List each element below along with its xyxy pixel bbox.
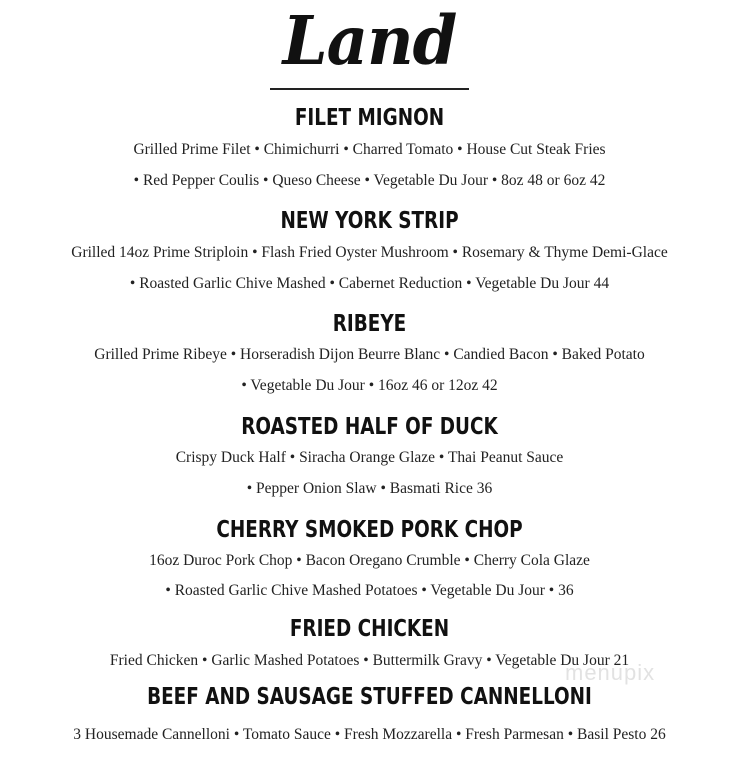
dish-name-new-york-strip: NEW YORK STRIP: [280, 208, 459, 234]
dish-description-line: 16oz Duroc Pork Chop • Bacon Oregano Crumble • Cherry Cola Glaze: [149, 552, 590, 569]
dish-description-line: • Roasted Garlic Chive Mashed Potatoes • Vegetable Du Jour • 36: [165, 582, 574, 599]
watermark: menupix: [565, 660, 656, 685]
dish-description-line: 3 Housemade Cannelloni • Tomato Sauce • Fresh Mozzarella • Fresh Parmesan • Basil Pesto 26: [73, 726, 666, 743]
dish-description-line: Grilled Prime Filet • Chimichurri • Charred Tomato • House Cut Steak Fries: [133, 141, 606, 158]
dish-name-fried-chicken: FRIED CHICKEN: [289, 616, 450, 642]
title-underline: [270, 88, 469, 90]
dish-description-line: • Pepper Onion Slaw • Basmati Rice 36: [246, 480, 493, 497]
menu-section-title: Land: [282, 2, 457, 81]
dish-name-roasted-half-of-duck: ROASTED HALF OF DUCK: [241, 414, 498, 440]
dish-name-beef-and-sausage-stuffed-cannelloni: BEEF AND SAUSAGE STUFFED CANNELLONI: [147, 684, 592, 710]
dish-name-cherry-smoked-pork-chop: CHERRY SMOKED PORK CHOP: [216, 517, 523, 543]
dish-description-line: Fried Chicken • Garlic Mashed Potatoes • Buttermilk Gravy • Vegetable Du Jour 21: [109, 652, 630, 669]
dish-description-line: • Red Pepper Coulis • Queso Cheese • Vegetable Du Jour • 8oz 48 or 6oz 42: [133, 172, 606, 189]
dish-description-line: • Roasted Garlic Chive Mashed • Cabernet Reduction • Vegetable Du Jour 44: [129, 275, 610, 292]
dish-name-filet-mignon: FILET MIGNON: [294, 105, 445, 131]
dish-description-line: Crispy Duck Half • Siracha Orange Glaze • Thai Peanut Sauce: [175, 449, 564, 466]
dish-description-line: Grilled Prime Ribeye • Horseradish Dijon Beurre Blanc • Candied Bacon • Baked Potato: [94, 346, 645, 363]
dish-description-line: • Vegetable Du Jour • 16oz 46 or 12oz 42: [241, 377, 498, 394]
dish-description-line: Grilled 14oz Prime Striploin • Flash Fried Oyster Mushroom • Rosemary & Thyme Demi-Glace: [71, 244, 668, 261]
dish-name-ribeye: RIBEYE: [332, 311, 407, 337]
